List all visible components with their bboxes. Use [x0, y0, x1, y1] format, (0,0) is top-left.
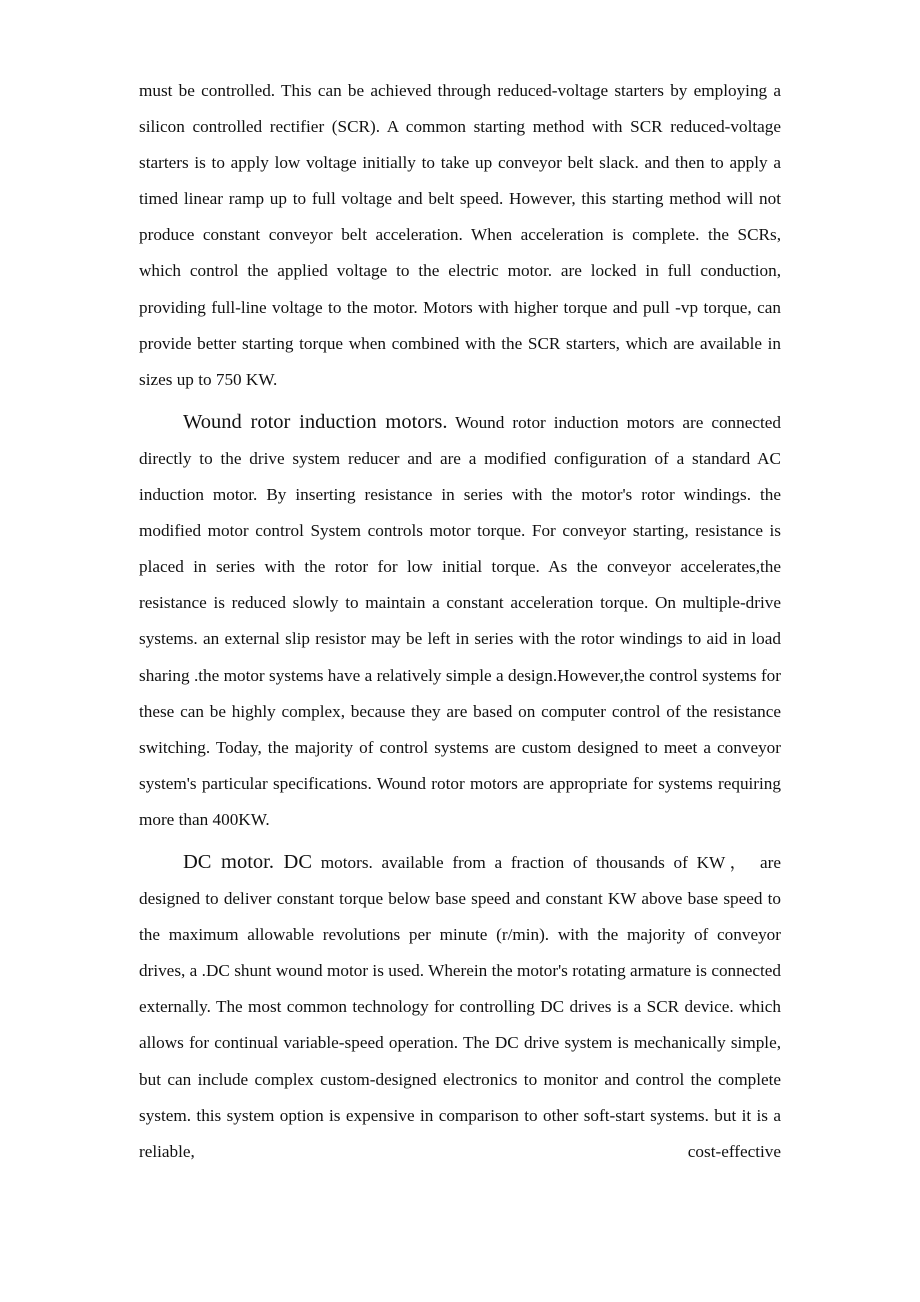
paragraph-wound-rotor [139, 404, 781, 838]
section-heading-wound-rotor: Wound rotor induction motors. [183, 410, 448, 433]
paragraph-text: Wound rotor induction motors are connected directly to the drive system reducer and are a modified configuration of a standard AC induction motor. By inserting resistance in series with the motor's rotor windings. the modified motor control System controls motor torque. For conveyor starting, resistance is placed in series with the rotor for low initial torque. As the conveyor accelerates,the resistance is reduced slowly to maintain a constant acceleration torque. On multiple-drive systems. an external slip resistor may be left in series with the rotor windings to aid in load sharing .the motor systems have a relatively simple a design.However,the control systems for these can be highly complex, because they are based on computer control of the resistance switching. Today, the majority of control systems are custom designed to meet a conveyor system's particular specifications. Wound rotor motors are appropriate for systems requiring more than 400KW. [139, 412, 781, 829]
paragraph-text: must be controlled. This can be achieved through reduced-voltage starters by employing a silicon controlled rectifier (SCR). A common starting method with SCR reduced-voltage starters is to apply low voltage initially to take up conveyor belt slack. and then to apply a timed linear ramp up to full voltage and belt speed. However, this starting method will not produce constant conveyor belt acceleration. When acceleration is complete. the SCRs, which control the applied voltage to the electric motor. are locked in full conduction, providing full-line voltage to the motor. Motors with higher torque and pull -vp torque, can provide better starting torque when combined with the SCR starters, which are available in sizes up to 750 KW. [139, 81, 781, 389]
paragraph-text: motors. available from a fraction of thousands of KW， are designed to deliver constant torque below base speed and constant KW above base speed to the maximum allowable revolutions per minute (r/min). with the majority of conveyor drives, a .DC shunt wound motor is used. Wherein the motor's rotating armature is connected externally. The most common technology for controlling DC drives is a SCR device. which allows for continual variable-speed operation. The DC drive system is mechanically simple, but can include complex custom-designed electronics to monitor and control the complete system. this system option is expensive in comparison to other soft-start systems. but it is a reliable, cost-effective [139, 852, 781, 1161]
paragraph-dc-motor [139, 844, 781, 1170]
document-page [139, 73, 781, 1170]
paragraph-scr-starters [139, 73, 781, 398]
section-heading-dc-motor: DC motor. DC [183, 850, 313, 873]
